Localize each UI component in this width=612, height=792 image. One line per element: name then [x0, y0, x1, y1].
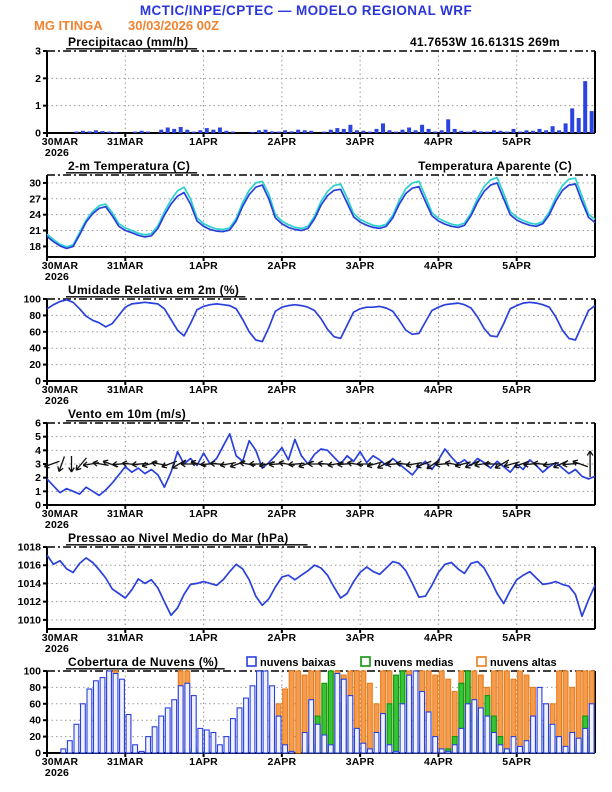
- panel-title: Pressao ao Nivel Medio do Mar (hPa): [68, 531, 289, 545]
- x-tick-label: 30MAR: [41, 756, 79, 768]
- x-tick-label: 1APR: [189, 508, 218, 520]
- y-tick-label: 100: [23, 293, 41, 306]
- year-label: 2026: [44, 147, 70, 159]
- apparent-temperature-legend: Temperatura Aparente (C): [418, 159, 572, 173]
- x-tick-label: 5APR: [502, 136, 532, 148]
- chart-cloud-cover: [0, 655, 612, 779]
- x-tick-label: 2APR: [267, 632, 297, 644]
- chart-temperature: [0, 159, 612, 283]
- chart-wind: [0, 407, 612, 531]
- run-datetime-label: 30/03/2026 00Z: [128, 18, 220, 33]
- y-tick-label: 1: [35, 100, 41, 113]
- x-tick-label: 30MAR: [41, 136, 79, 148]
- x-tick-label: 5APR: [502, 756, 532, 768]
- y-tick-label: 1012: [17, 596, 41, 609]
- y-tick-label: 0: [35, 375, 41, 388]
- y-tick-label: 0: [35, 127, 41, 140]
- x-tick-label: 2APR: [267, 136, 297, 148]
- x-tick-label: 3APR: [345, 756, 375, 768]
- x-tick-label: 31MAR: [106, 260, 144, 272]
- year-label: 2026: [44, 271, 70, 283]
- panel-title: 2-m Temperatura (C): [68, 159, 191, 173]
- x-tick-label: 5APR: [502, 384, 532, 396]
- model-title: MCTIC/INPE/CPTEC — MODELO REGIONAL WRF: [139, 3, 473, 18]
- x-tick-label: 1APR: [189, 756, 218, 768]
- x-tick-label: 5APR: [502, 260, 532, 272]
- x-tick-label: 4APR: [424, 136, 453, 148]
- y-tick-label: 60: [29, 326, 41, 339]
- x-tick-label: 4APR: [424, 508, 453, 520]
- year-label: 2026: [44, 767, 70, 779]
- location-label: 41.7653W 16.6131S 269m: [409, 35, 560, 49]
- x-tick-label: 1APR: [189, 632, 218, 644]
- x-tick-label: 3APR: [345, 136, 375, 148]
- x-tick-label: 31MAR: [106, 756, 144, 768]
- year-label: 2026: [44, 643, 70, 655]
- x-tick-label: 31MAR: [106, 508, 144, 520]
- axes-frame: [29, 175, 595, 283]
- x-tick-label: 31MAR: [106, 136, 144, 148]
- axes-frame: [18, 542, 595, 656]
- x-tick-label: 30MAR: [41, 632, 79, 644]
- x-tick-label: 1APR: [189, 384, 218, 396]
- header-line2: [0, 18, 612, 35]
- x-tick-label: 4APR: [424, 384, 453, 396]
- legend-swatch-nuvens-baixas: [247, 657, 256, 666]
- x-tick-label: 5APR: [502, 508, 532, 520]
- panel-precipitation: [0, 35, 612, 159]
- panel-title: Umidade Relativa em 2m (%): [68, 283, 240, 297]
- y-tick-label: 40: [29, 714, 41, 727]
- legend-swatch-nuvens-medias: [361, 657, 370, 666]
- chart-relative-humidity: [0, 283, 612, 407]
- x-tick-label: 31MAR: [106, 632, 144, 644]
- y-tick-label: 1010: [17, 614, 41, 627]
- x-tick-label: 4APR: [424, 260, 453, 272]
- panel-title: Cobertura de Nuvens (%): [68, 655, 219, 669]
- series-umidade-relativa-em-2m-: [47, 300, 595, 342]
- y-tick-label: 1: [35, 485, 41, 498]
- panel-temperature: [0, 159, 612, 283]
- panel-title: Vento em 10m (m/s): [68, 407, 187, 421]
- y-tick-label: 3: [35, 458, 41, 471]
- y-tick-label: 5: [35, 431, 41, 444]
- y-tick-label: 100: [23, 665, 41, 678]
- y-tick-label: 40: [29, 342, 41, 355]
- x-tick-label: 30MAR: [41, 508, 79, 520]
- y-tick-label: 1014: [17, 577, 41, 590]
- y-tick-label: 2: [35, 472, 41, 485]
- x-tick-label: 4APR: [424, 756, 453, 768]
- y-tick-label: 0: [35, 499, 41, 512]
- wind-barbs: [43, 451, 592, 477]
- y-tick-label: 4: [35, 444, 41, 457]
- y-tick-label: 60: [29, 698, 41, 711]
- x-tick-label: 2APR: [267, 756, 297, 768]
- panel-title: Precipitacao (mm/h): [68, 35, 189, 49]
- y-tick-label: 30: [29, 177, 41, 190]
- y-tick-label: 3: [35, 45, 41, 58]
- x-tick-label: 3APR: [345, 260, 375, 272]
- x-tick-label: 5APR: [502, 632, 532, 644]
- y-tick-label: 80: [29, 309, 41, 322]
- x-tick-label: 3APR: [345, 384, 375, 396]
- y-tick-label: 1018: [17, 541, 41, 554]
- y-tick-label: 20: [29, 359, 41, 372]
- station-label: MG ITINGA: [34, 18, 103, 33]
- legend-swatch-nuvens-altas: [477, 657, 486, 666]
- series-temperatura-aparente-c-: [47, 178, 595, 247]
- x-tick-label: 2APR: [267, 508, 297, 520]
- x-tick-label: 1APR: [189, 260, 218, 272]
- x-tick-label: 31MAR: [106, 384, 144, 396]
- x-tick-label: 3APR: [345, 508, 375, 520]
- precipitation-bars: [74, 81, 593, 133]
- x-tick-label: 30MAR: [41, 260, 79, 272]
- x-tick-label: 1APR: [189, 136, 218, 148]
- legend-item-label: nuvens medias: [374, 657, 454, 669]
- y-tick-label: 18: [29, 240, 41, 253]
- y-tick-label: 24: [29, 209, 41, 222]
- series-pressao-ao-nivel-medio-do-mar-hpa-: [47, 555, 595, 616]
- y-tick-label: 6: [35, 417, 41, 430]
- legend-item-label: nuvens baixas: [260, 657, 336, 669]
- chart-precipitation: [0, 35, 612, 159]
- year-label: 2026: [44, 519, 70, 531]
- y-tick-label: 0: [35, 747, 41, 760]
- y-tick-label: 20: [29, 731, 41, 744]
- x-tick-label: 2APR: [267, 260, 297, 272]
- y-tick-label: 27: [29, 193, 41, 206]
- axes-frame: [35, 46, 595, 160]
- panel-cloud-cover: [0, 655, 612, 779]
- panel-relative-humidity: [0, 283, 612, 407]
- y-tick-label: 80: [29, 681, 41, 694]
- x-tick-label: 4APR: [424, 632, 453, 644]
- x-tick-label: 2APR: [267, 384, 297, 396]
- legend-item-label: nuvens altas: [490, 657, 557, 669]
- year-label: 2026: [44, 395, 70, 407]
- x-tick-label: 3APR: [345, 632, 375, 644]
- y-tick-label: 1016: [17, 559, 41, 572]
- panel-pressure: [0, 531, 612, 655]
- x-tick-label: 30MAR: [41, 384, 79, 396]
- y-tick-label: 21: [29, 225, 41, 238]
- chart-mslp: [0, 531, 612, 655]
- y-tick-label: 2: [35, 72, 41, 85]
- series-2-m-temperatura-c-: [47, 183, 595, 249]
- panel-wind: [0, 407, 612, 531]
